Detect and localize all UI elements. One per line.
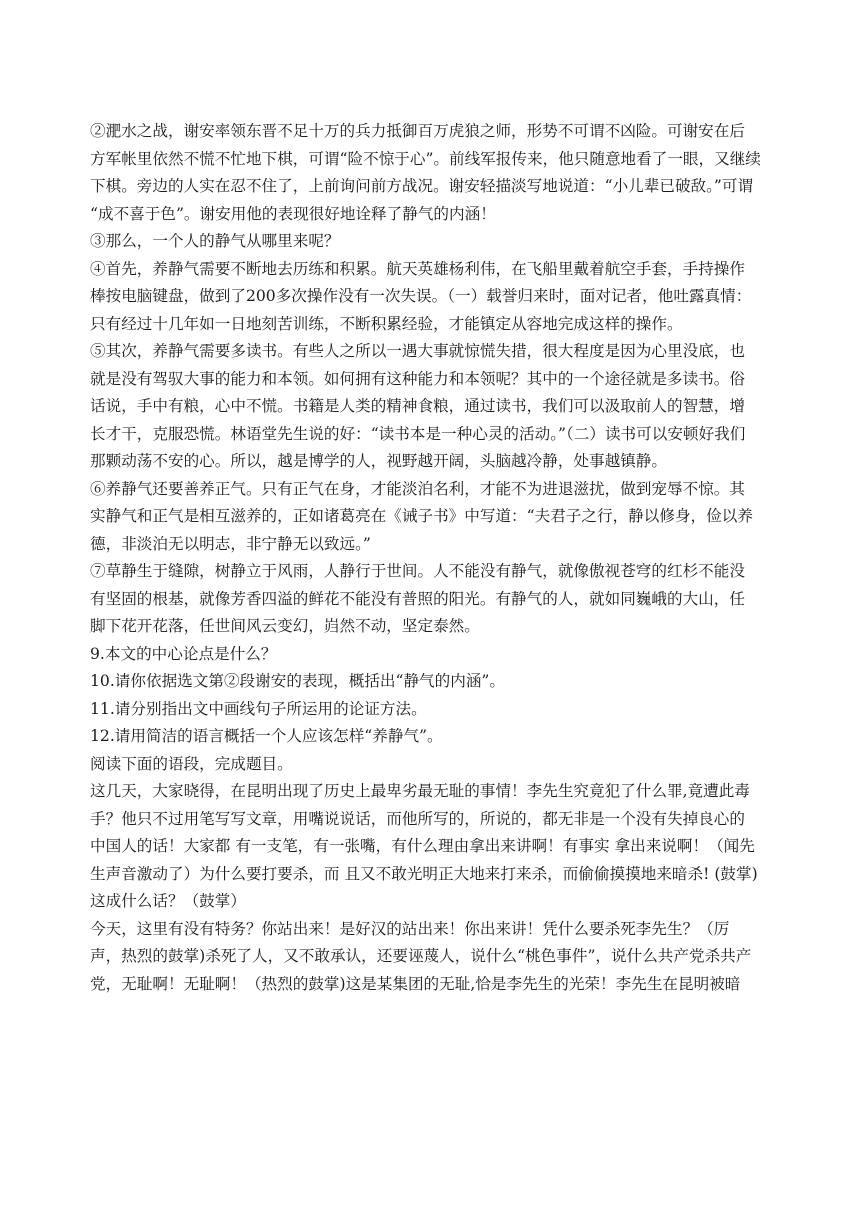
text-line: 声，热烈的鼓掌)杀死了人，又不敢承认，还要诬蔑人，说什么“桃色事件”，说什么共产党杀共产: [90, 947, 752, 965]
text-line: 就是没有驾驭大事的能力和本领。如何拥有这种能力和本领呢？其中的一个途径就是多读书。俗: [90, 369, 745, 388]
document-paragraph: [90, 256, 770, 339]
text-line: 12.请用简洁的语言概括一个人应该怎样“养静气”。: [90, 727, 443, 745]
text-line: 德，非淡泊无以明志，非宁静无以致远。”: [90, 534, 371, 553]
document-paragraph: [90, 118, 770, 228]
text-line: 只有经过十几年如一日地刻苦训练，不断积累经验，才能镇定从容地完成这样的操作。: [90, 314, 683, 333]
text-line: 党，无耻啊！无耻啊！（热烈的鼓掌)这是某集团的无耻,恰是李先生的光荣！李先生在昆明被暗: [90, 974, 741, 993]
text-line: 方军帐里依然不慌不忙地下棋，可谓“险不惊于心”。前线军报传来，他只随意地看了一眼，又继续: [90, 149, 761, 168]
text-line: 实静气和正气是相互滋养的，正如诸葛亮在《诫子书》中写道：“夫君子之行，静以修身，俭以养: [90, 507, 753, 525]
text-line: ⑥养静气还要善养正气。只有正气在身，才能淡泊名利，才能不为进退滋扰，做到宠辱不惊。其: [90, 479, 745, 498]
document-paragraph: [90, 476, 770, 559]
text-line: 脚下花开花落，任世间风云变幻，岿然不动，坚定泰然。: [90, 617, 480, 635]
text-line: 棒按电脑键盘，做到了200多次操作没有一次失误。（一）载誉归来时，面对记者，他吐露真情：: [90, 287, 752, 305]
text-line: 9.本文的中心论点是什么？: [90, 644, 277, 663]
document-paragraph: [90, 338, 770, 476]
document-paragraph: [90, 558, 770, 641]
text-line: ③那么，一个人的静气从哪里来呢？: [90, 232, 340, 250]
document-page: [90, 118, 770, 998]
text-line: 长才干，克服恐慌。林语堂先生说的好：“读书本是一种心灵的活动。”（二）读书可以安顿好我们: [90, 424, 746, 443]
text-line: 阅读下面的语段，完成题目。: [90, 754, 293, 773]
document-paragraph: [90, 778, 770, 916]
document-paragraph: [90, 228, 770, 256]
document-paragraph: [90, 751, 770, 779]
document-paragraph: [90, 723, 770, 751]
text-line: 这成什么话？（鼓掌）: [90, 892, 246, 910]
text-line: 那颗动荡不安的心。所以，越是博学的人，视野越开阔，头脑越冷静，处事越镇静。: [90, 452, 667, 470]
document-paragraph: [90, 668, 770, 696]
document-paragraph: [90, 641, 770, 669]
text-line: 今天，这里有没有特务？你站出来！是好汉的站出来！你出来讲！凭什么要杀死李先生？（厉: [90, 919, 730, 938]
text-line: 有坚固的根基，就像芳香四溢的鲜花不能没有普照的阳光。有静气的人，就如同巍峨的大山，任: [90, 589, 745, 608]
text-line: ⑤其次，养静气需要多读书。有些人之所以一遇大事就惊慌失措，很大程度是因为心里没底，也: [90, 342, 745, 360]
text-line: “成不喜于色”。谢安用他的表现很好地诠释了静气的内涵！: [90, 204, 496, 223]
text-line: 11.请分别指出文中画线句子所运用的论证方法。: [90, 699, 427, 718]
text-line: ④首先，养静气需要不断地去历练和积累。航天英雄杨利伟，在飞船里戴着航空手套，手持操作: [90, 259, 745, 278]
document-paragraph: [90, 696, 770, 724]
text-line: 中国人的话！大家都 有一支笔，有一张嘴，有什么理由拿出来讲啊！有事实 拿出来说啊！（闻先: [90, 837, 755, 855]
text-line: 这几天，大家晓得，在昆明出现了历史上最卑劣最无耻的事情！李先生究竟犯了什么罪,竟遭此毒: [90, 782, 750, 800]
text-line: ②淝水之战，谢安率领东晋不足十万的兵力抵御百万虎狼之师，形势不可谓不凶险。可谢安在后: [90, 122, 745, 140]
text-line: 下棋。旁边的人实在忍不住了，上前询问前方战况。谢安轻描淡写地说道：“小儿辈已破敌。”可谓: [90, 177, 754, 195]
text-line: 话说，手中有粮，心中不慌。书籍是人类的精神食粮，通过读书，我们可以汲取前人的智慧，增: [90, 397, 745, 415]
document-paragraph: [90, 916, 770, 999]
text-line: ⑦草静生于缝隙，树静立于风雨，人静行于世间。人不能没有静气，就像傲视苍穹的红杉不能没: [90, 562, 745, 580]
text-line: 生声音激动了）为什么要打要杀，而 且又不敢光明正大地来打来杀，而偷偷摸摸地来暗杀! (鼓掌): [90, 864, 758, 883]
text-line: 10.请你依据选文第②段谢安的表现，概括出“静气的内涵”。: [90, 672, 505, 690]
text-line: 手？他只不过用笔写写文章，用嘴说说话，而他所写的，所说的，都无非是一个没有失掉良心的: [90, 809, 745, 828]
